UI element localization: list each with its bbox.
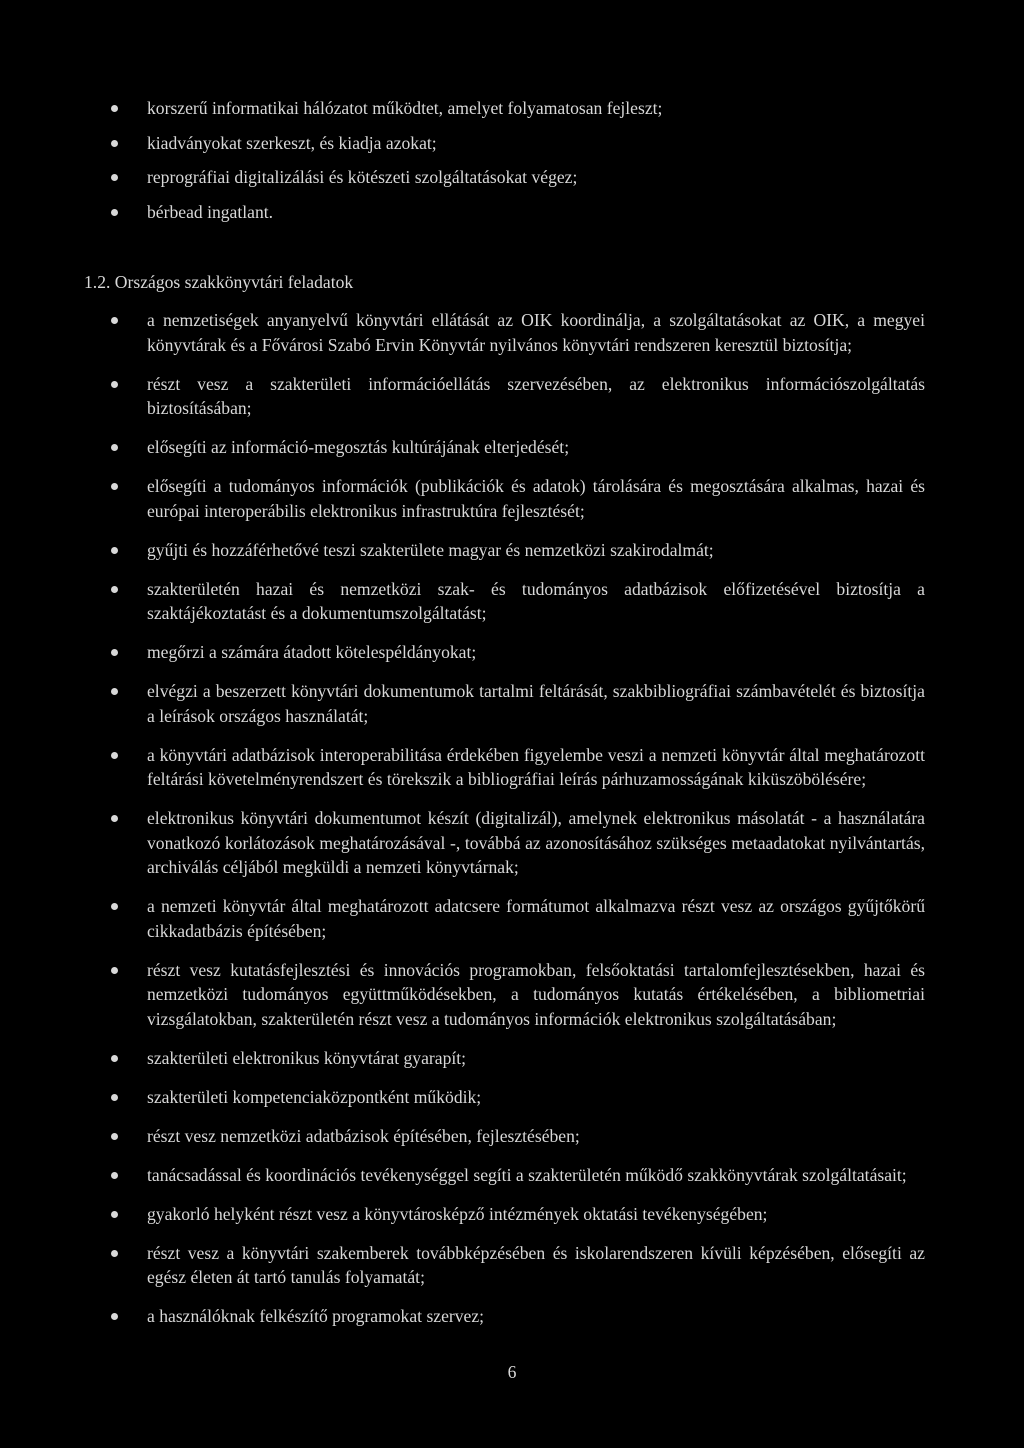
list-item — [0, 372, 1024, 421]
list-item — [0, 1163, 1024, 1188]
bullet-icon — [111, 688, 118, 695]
list-item-text: reprográfiai digitalizálási és kötészeti szolgáltatásokat végez; — [147, 167, 578, 187]
list-item-text: részt vesz a szakterületi információellátás szervezésében, az elektronikus információszolgáltatás biztosításában; — [147, 373, 925, 418]
main-bullet-list — [0, 308, 1024, 1343]
list-item — [0, 435, 1024, 460]
list-item — [0, 1124, 1024, 1149]
list-item-text: elősegíti a tudományos információk (publikációk és adatok) tárolására és megosztására alkalmas, hazai és európai interoperábilis elektronikus infrastruktúra fejlesztését; — [147, 476, 925, 521]
list-item — [0, 538, 1024, 563]
bullet-icon — [111, 1172, 118, 1179]
bullet-icon — [111, 1211, 118, 1218]
list-item — [0, 894, 1024, 943]
bullet-icon — [111, 174, 118, 181]
list-item-text: elősegíti az információ-megosztás kultúrájának elterjedését; — [147, 437, 570, 457]
list-item-text: megőrzi a számára átadott kötelespéldányokat; — [147, 642, 477, 662]
bullet-icon — [111, 140, 118, 147]
list-item — [0, 1241, 1024, 1290]
list-item — [0, 577, 1024, 626]
bullet-icon — [111, 752, 118, 759]
bullet-icon — [111, 105, 118, 112]
list-item — [0, 1085, 1024, 1110]
bullet-icon — [111, 1094, 118, 1101]
list-item — [0, 958, 1024, 1032]
list-item-text: kiadványokat szerkeszt, és kiadja azokat; — [147, 132, 437, 153]
list-item — [0, 308, 1024, 357]
bullet-icon — [111, 1133, 118, 1140]
bullet-icon — [111, 815, 118, 822]
bullet-icon — [111, 483, 118, 490]
list-item — [0, 200, 1024, 225]
list-item — [0, 640, 1024, 665]
list-item — [0, 1046, 1024, 1071]
bullet-icon — [111, 444, 118, 451]
bullet-icon — [111, 1055, 118, 1062]
bullet-icon — [111, 1250, 118, 1257]
bullet-icon — [111, 586, 118, 593]
list-item — [0, 131, 1024, 156]
bullet-icon — [111, 317, 118, 324]
list-item — [0, 1202, 1024, 1227]
list-item-text: szakterületi elektronikus könyvtárat gyarapít; — [147, 1047, 467, 1068]
list-item-text: gyűjti és hozzáférhetővé teszi szakterülete magyar és nemzetközi szakirodalmát; — [147, 539, 714, 560]
list-item-text: szakterületén hazai és nemzetközi szak- és tudományos adatbázisok előfizetésével biztosítja a szaktájékoztatást és a dokumentumszolgáltatást; — [147, 578, 925, 623]
list-item-text: elektronikus könyvtári dokumentumot készít (digitalizál), amelynek elektronikus másolatát - a használatára vonatkozó korlátozások meghatározásával -, továbbá az azonosításához szükséges metaadatokat nyilvántartás, archiválás céljából megküldi a nemzeti könyvtárnak; — [147, 808, 925, 877]
list-item — [0, 474, 1024, 523]
section-heading: 1.2. Országos szakkönyvtári feladatok — [84, 272, 354, 292]
list-item — [0, 679, 1024, 728]
list-item — [0, 96, 1024, 121]
list-item-text: gyakorló helyként részt vesz a könyvtárosképző intézmények oktatási tevékenységében; — [147, 1203, 768, 1224]
page-number: 6 — [507, 1362, 517, 1382]
list-item — [0, 1304, 1024, 1329]
list-item-text: bérbead ingatlant. — [147, 201, 274, 222]
list-item-text: részt vesz a könyvtári szakemberek továbbképzésében és iskolarendszeren kívüli képzésében, elősegíti az egész életen át tartó tanulás folyamatát; — [147, 1242, 925, 1287]
list-item-text: szakterületi kompetenciaközpontként működik; — [147, 1086, 482, 1107]
list-item-text: részt vesz kutatásfejlesztési és innovációs programokban, felsőoktatási tartalomfejlesztésekben, hazai és nemzetközi tudományos együttműködésekben, a tudományos kutatás értékelésében, a bibliometriai vizsgálatokban, szakterületén részt vesz a tudományos információk elektronikus szolgáltatásában; — [147, 959, 925, 1029]
list-item-text: részt vesz nemzetközi adatbázisok építésében, fejlesztésében; — [147, 1125, 580, 1146]
bullet-icon — [111, 547, 118, 554]
bullet-icon — [111, 903, 118, 910]
list-item-text: a nemzetiségek anyanyelvű könyvtári ellátását az OIK koordinálja, a szolgáltatásokat az OIK, a megyei könyvtárak és a Fővárosi Szabó Ervin Könyvtár nyilvános könyvtári rendszeren keresztül biztosítja; — [147, 310, 925, 355]
list-item-text: a könyvtári adatbázisok interoperabilitása érdekében figyelembe veszi a nemzeti könyvtár által meghatározott feltárási követelményrendszert és törekszik a bibliográfiai leírás párhuzamosságának kiküszöbölésére; — [147, 744, 925, 789]
list-item — [0, 165, 1024, 190]
bullet-icon — [111, 381, 118, 388]
bullet-icon — [111, 1313, 118, 1320]
list-item-text: a nemzeti könyvtár által meghatározott adatcsere formátumot alkalmazva részt vesz az országos gyűjtőkörű cikkadatbázis építésében; — [147, 896, 925, 941]
list-item — [0, 806, 1024, 880]
list-item — [0, 743, 1024, 792]
list-item-text: tanácsadással és koordinációs tevékenységgel segíti a szakterületén működő szakkönyvtárak szolgáltatásait; — [147, 1164, 907, 1185]
bullet-icon — [111, 649, 118, 656]
list-item-text: elvégzi a beszerzett könyvtári dokumentumok tartalmi feltárását, szakbibliográfiai számbavételét és biztosítja a leírások országos használatát; — [147, 681, 925, 726]
list-item-text: korszerű informatikai hálózatot működtet, amelyet folyamatosan fejleszt; — [147, 98, 663, 118]
bullet-icon — [111, 967, 118, 974]
top-bullet-list — [0, 96, 1024, 234]
bullet-icon — [111, 209, 118, 216]
list-item-text: a használóknak felkészítő programokat szervez; — [147, 1306, 485, 1326]
